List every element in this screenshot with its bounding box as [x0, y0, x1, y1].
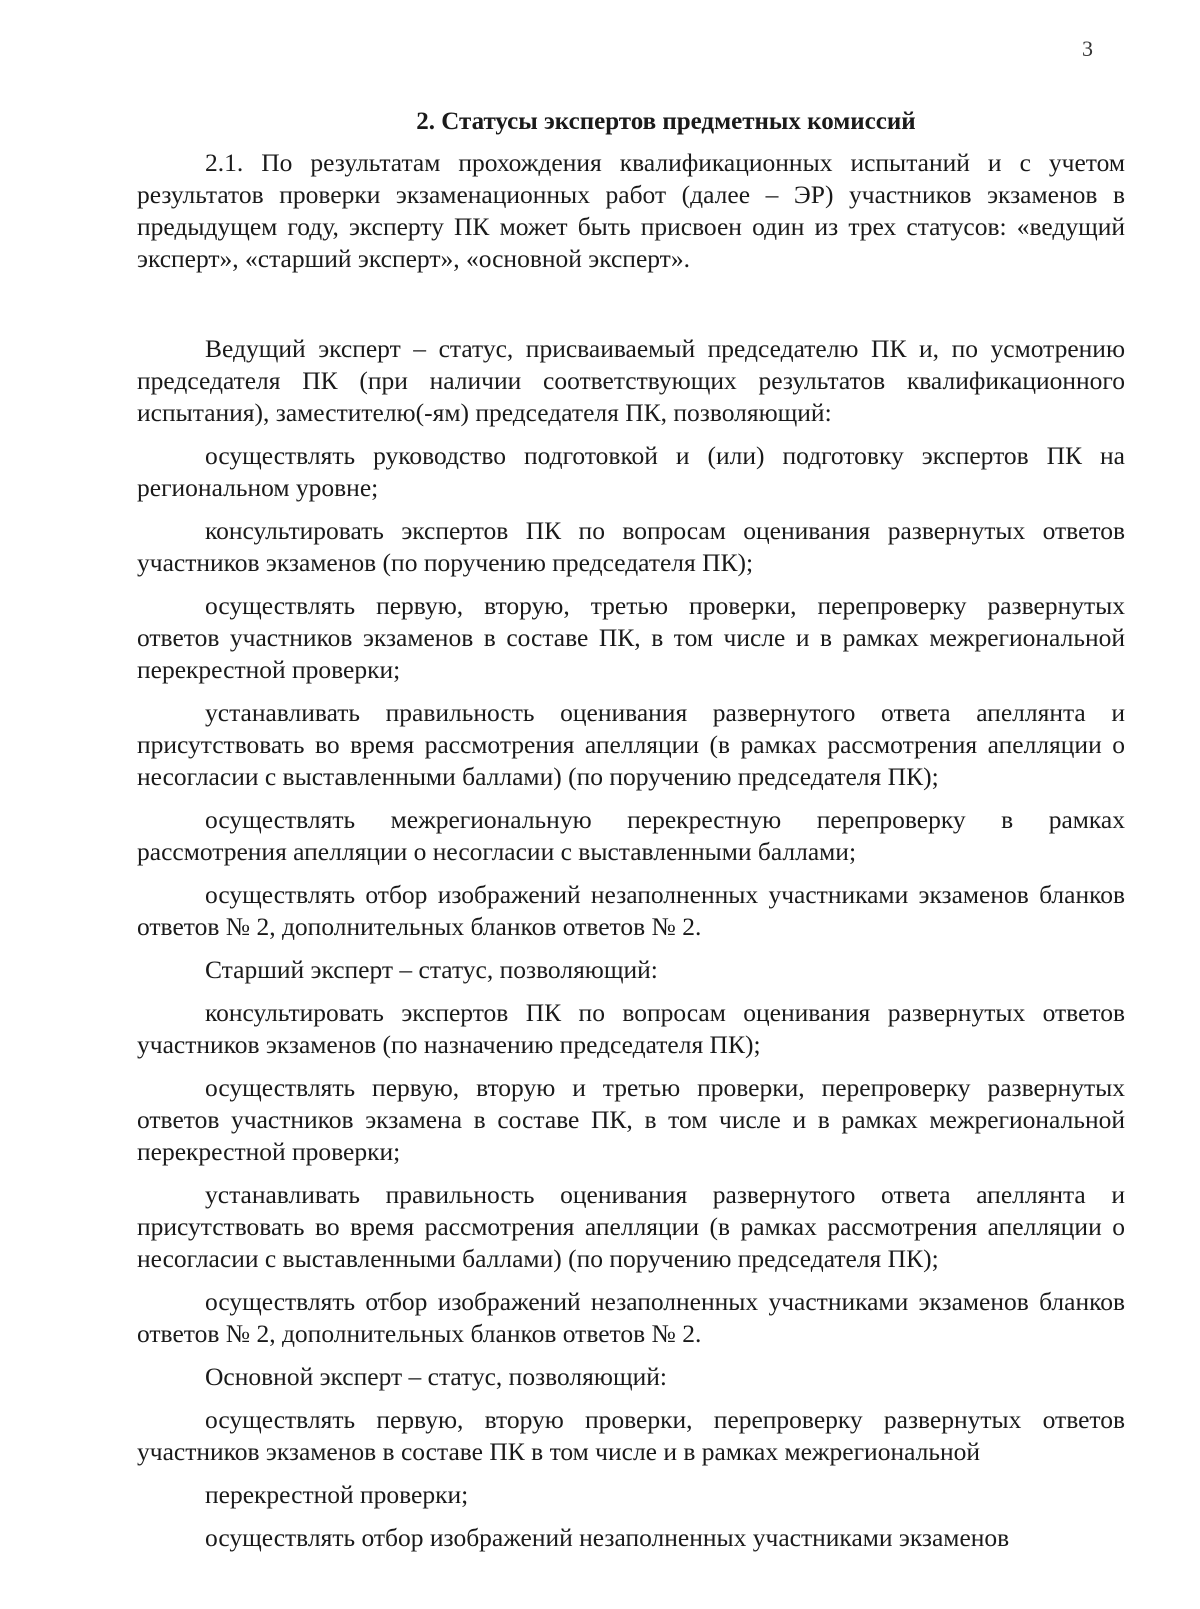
list-item: осуществлять межрегиональную перекрестную перепроверку в рамках рассмотрения апелляции о несогласии с выставленными баллами;: [137, 805, 1125, 866]
paragraph-lead-expert: Ведущий эксперт – статус, присваиваемый председателю ПК и, по усмотрению председателя ПК (при наличии соответствующих результатов квалификационного испытания), заместителю(-ям) председателя ПК, позволяющий:: [137, 334, 1125, 427]
section-heading: 2. Статусы экспертов предметных комиссий: [416, 108, 916, 135]
list-item: осуществлять руководство подготовкой и (или) подготовку экспертов ПК на региональном уровне;: [137, 441, 1125, 502]
list-item: консультировать экспертов ПК по вопросам оценивания развернутых ответов участников экзаменов (по назначению председателя ПК);: [137, 998, 1125, 1059]
list-item: устанавливать правильность оценивания развернутого ответа апеллянта и присутствовать во время рассмотрения апелляции (в рамках рассмотрения апелляции о несогласии с выставленными баллами) (по поручению председателя ПК);: [137, 698, 1125, 791]
list-item: перекрестной проверки;: [205, 1480, 469, 1509]
paragraph-2-1: 2.1. По результатам прохождения квалификационных испытаний и с учетом результатов проверки экзаменационных работ (далее – ЭР) участников экзаменов в предыдущем году, эксперту ПК может быть присвоен один из трех статусов: «ведущий эксперт», «старший эксперт», «основной эксперт».: [137, 148, 1125, 273]
document-body: [137, 108, 1125, 1554]
list-item: осуществлять отбор изображений незаполненных участниками экзаменов: [205, 1523, 1010, 1552]
list-item: осуществлять первую, вторую и третью проверки, перепроверку развернутых ответов участников экзамена в составе ПК, в том числе и в рамках межрегиональной перекрестной проверки;: [137, 1073, 1125, 1166]
paragraph-main-expert: Основной эксперт – статус, позволяющий:: [205, 1362, 667, 1391]
list-item: осуществлять отбор изображений незаполненных участниками экзаменов бланков ответов № 2, дополнительных бланков ответов № 2.: [137, 1287, 1125, 1348]
paragraph-senior-expert: Старший эксперт – статус, позволяющий:: [205, 955, 658, 984]
list-item: осуществлять первую, вторую проверки, перепроверку развернутых ответов участников экзаменов в составе ПК в том числе и в рамках межрегиональной: [137, 1405, 1125, 1466]
list-item: осуществлять отбор изображений незаполненных участниками экзаменов бланков ответов № 2, дополнительных бланков ответов № 2.: [137, 880, 1125, 941]
list-item: устанавливать правильность оценивания развернутого ответа апеллянта и присутствовать во время рассмотрения апелляции (в рамках рассмотрения апелляции о несогласии с выставленными баллами) (по поручению председателя ПК);: [137, 1180, 1125, 1273]
page-number: 3: [1082, 36, 1093, 61]
list-item: осуществлять первую, вторую, третью проверки, перепроверку развернутых ответов участников экзаменов в составе ПК, в том числе и в рамках межрегиональной перекрестной проверки;: [137, 591, 1125, 684]
list-item: консультировать экспертов ПК по вопросам оценивания развернутых ответов участников экзаменов (по поручению председателя ПК);: [137, 516, 1125, 577]
